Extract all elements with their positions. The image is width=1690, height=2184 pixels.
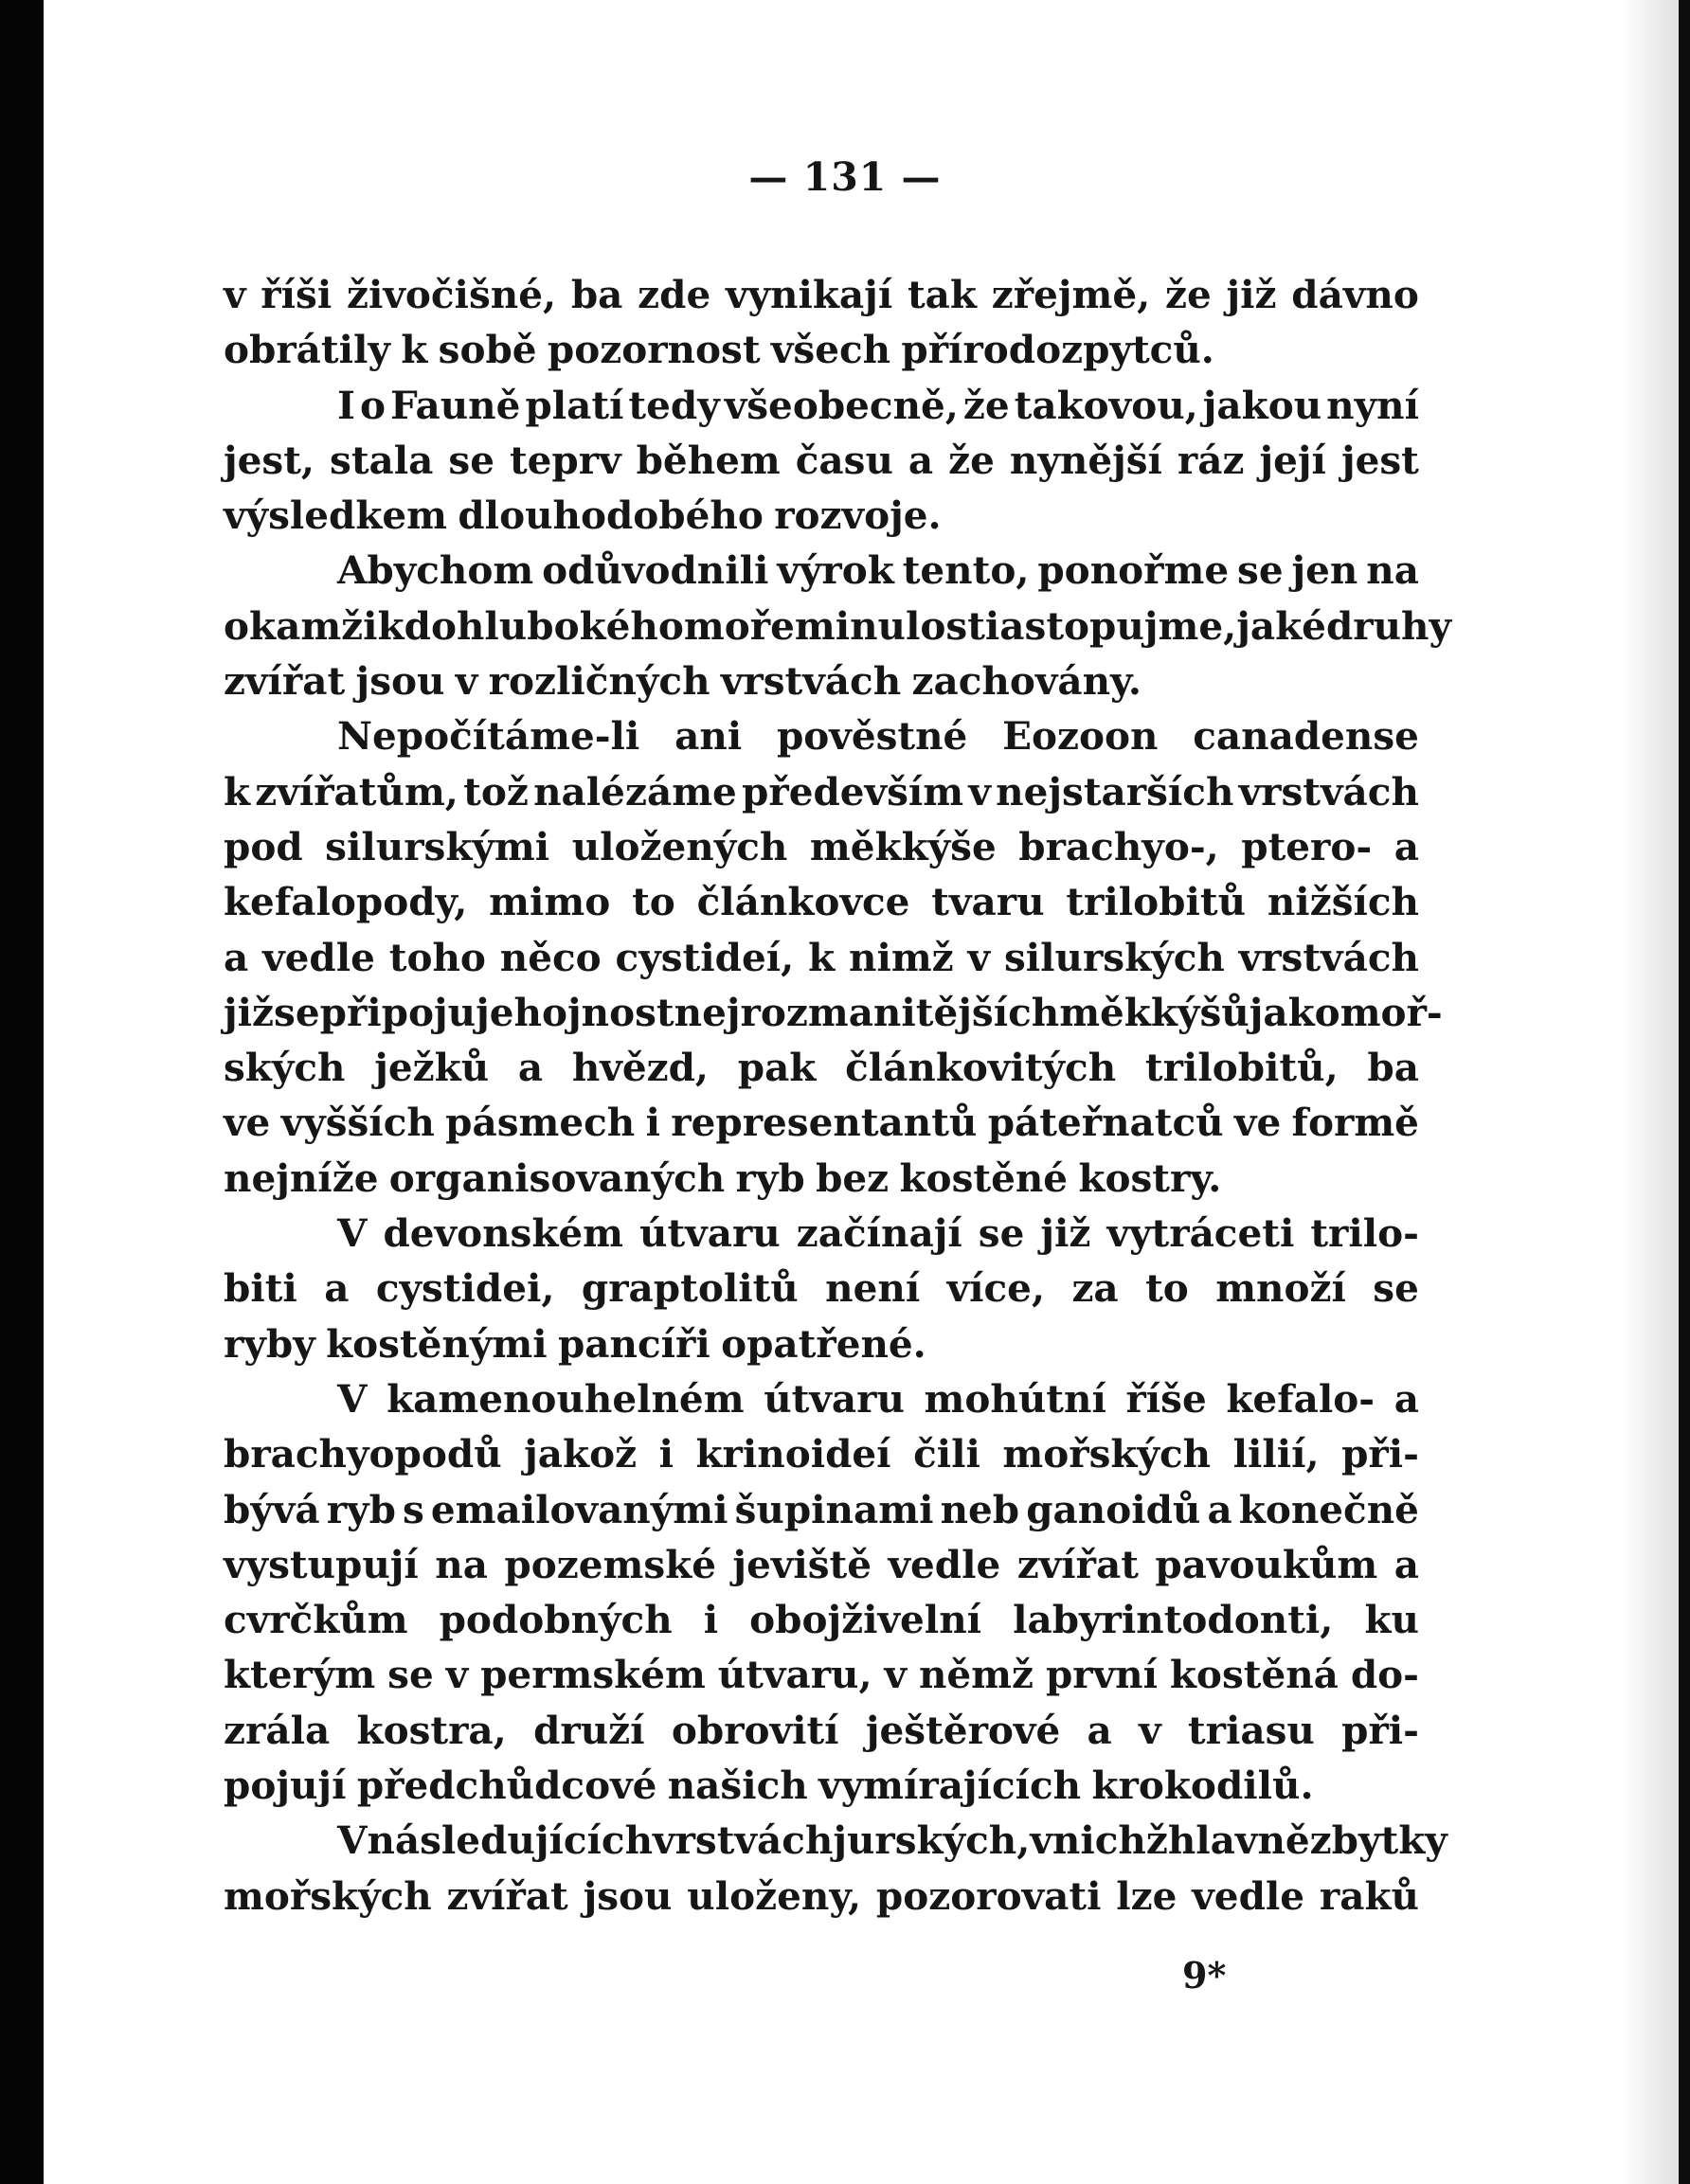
word: se	[978, 1210, 1025, 1257]
word: kostěné	[899, 1155, 1069, 1201]
word: mimo	[489, 879, 611, 925]
word: našich	[667, 1763, 808, 1809]
text-line	[224, 1261, 1419, 1316]
word: již	[1040, 1210, 1091, 1257]
word: stala	[330, 437, 434, 483]
word: pancíři	[557, 1320, 710, 1367]
word: v	[455, 658, 478, 705]
word: zvířat	[224, 658, 346, 705]
word: kterým	[224, 1652, 376, 1698]
word: k	[808, 934, 836, 980]
word: k	[401, 327, 428, 373]
word: zde	[638, 272, 711, 317]
word: vymírajících	[818, 1763, 1082, 1809]
word: živočišné,	[346, 272, 557, 317]
text-line	[224, 488, 1419, 543]
word: raků	[1319, 1872, 1419, 1919]
text-line	[224, 433, 1419, 488]
text-line	[224, 930, 1419, 985]
word: zbytky	[1309, 1817, 1447, 1864]
word: při-	[1341, 1707, 1419, 1753]
word: okamžik	[224, 602, 405, 649]
text-line	[224, 378, 1419, 433]
text-line	[224, 874, 1419, 929]
word: permském	[480, 1652, 706, 1698]
word: i	[703, 1597, 719, 1643]
word: dlouhodobého	[458, 492, 764, 539]
word: representantů	[671, 1100, 978, 1146]
text-line	[224, 1316, 1419, 1371]
word: uložených	[571, 823, 788, 869]
word: jsou	[355, 658, 445, 705]
word: mohútní	[924, 1375, 1106, 1422]
word: jest,	[224, 437, 315, 483]
word: ba	[570, 272, 623, 317]
text-line	[224, 708, 1419, 763]
word: pod	[224, 823, 303, 869]
word: přírodozpytců.	[901, 327, 1214, 373]
word: pavoukům	[1155, 1541, 1378, 1587]
text-line	[224, 764, 1419, 819]
text-line	[224, 653, 1419, 708]
word: množí	[1215, 1265, 1346, 1312]
word: formě	[1291, 1100, 1419, 1146]
word: brachyo-,	[1018, 823, 1219, 869]
word: rozličných	[488, 658, 710, 705]
word: lze	[1116, 1872, 1178, 1919]
word: zvířat	[446, 1872, 568, 1919]
scan-right-shadow	[1622, 0, 1679, 2184]
word: něco	[499, 934, 602, 980]
word: hvězd,	[571, 1045, 710, 1091]
word: měkkýšů	[1059, 989, 1250, 1035]
word: říše	[1125, 1375, 1207, 1422]
word: pověstné	[776, 713, 968, 760]
word: ani	[674, 713, 743, 760]
word: zachovány.	[911, 658, 1142, 705]
word: nimž	[849, 934, 954, 980]
word: vrstvách	[1238, 934, 1419, 980]
word: Abychom	[337, 547, 534, 594]
word: i	[645, 1100, 660, 1146]
word: jakou	[1202, 382, 1322, 428]
word: a	[1087, 1707, 1112, 1753]
word: není	[825, 1265, 921, 1312]
word: vyšších	[280, 1100, 435, 1146]
word: biti	[224, 1265, 297, 1312]
word: kefalo-	[1226, 1375, 1375, 1422]
word: ryb	[735, 1155, 805, 1201]
word: tak	[907, 272, 977, 317]
word: němž	[918, 1652, 1034, 1698]
word: silurských	[1003, 934, 1225, 980]
word: nynější	[1009, 437, 1162, 483]
word: vrstvách	[653, 1817, 834, 1864]
word: jaké	[1236, 602, 1326, 649]
word: a	[1207, 1486, 1232, 1532]
word: se	[274, 989, 320, 1035]
text-line	[224, 1647, 1419, 1702]
word: zvířatům,	[255, 768, 458, 815]
text-line	[224, 985, 1443, 1040]
word: a	[224, 934, 249, 980]
word: tedy	[628, 382, 720, 428]
word: šupinami	[734, 1486, 934, 1532]
word: stopujme,	[1024, 602, 1237, 649]
word: cvrčkům	[224, 1597, 408, 1643]
word: měkkýše	[809, 823, 997, 869]
word: tvaru	[931, 879, 1045, 925]
text-line	[224, 1869, 1419, 1924]
word: ryb	[326, 1486, 396, 1532]
word: uloženy,	[687, 1872, 862, 1919]
word: druhy	[1325, 602, 1452, 649]
word: Eozoon	[1002, 713, 1159, 760]
word: graptolitů	[581, 1265, 799, 1312]
word: páteřnatců	[987, 1100, 1224, 1146]
word: rozvoje.	[774, 492, 942, 539]
word: to	[632, 879, 675, 925]
word: času	[795, 437, 893, 483]
word: do	[404, 602, 457, 649]
word: předchůdcové	[356, 1763, 657, 1809]
word: cystidei,	[375, 1265, 555, 1312]
word: všech	[770, 327, 891, 373]
word: nichž	[1052, 1817, 1168, 1864]
word: pásmech	[445, 1100, 636, 1146]
word: kefalopody,	[224, 879, 468, 925]
word: zrála	[224, 1707, 331, 1753]
word: ba	[1367, 1045, 1419, 1091]
word: vynikají	[725, 272, 893, 317]
word: sobě	[438, 327, 537, 373]
word: pojují	[224, 1763, 347, 1809]
word: to	[1145, 1265, 1189, 1312]
word: silurskými	[325, 823, 550, 869]
word: v	[884, 1652, 908, 1698]
text-line	[224, 1592, 1419, 1647]
word: Nepočítáme-li	[337, 713, 640, 760]
word: ponořme	[1037, 547, 1230, 594]
word: kostry.	[1078, 1155, 1222, 1201]
word: vrstvách	[720, 658, 902, 705]
word: pozorovati	[875, 1872, 1102, 1919]
word: toho	[388, 934, 486, 980]
word: vedle	[888, 1541, 1001, 1587]
word: jen	[1291, 547, 1358, 594]
word: ještěrové	[865, 1707, 1061, 1753]
word: bez	[816, 1155, 890, 1201]
word: dávno	[1291, 272, 1419, 317]
word: a	[517, 1045, 544, 1091]
word: teprv	[509, 437, 621, 483]
word: za	[1071, 1265, 1119, 1312]
text-line	[224, 599, 1452, 653]
word: mořských	[224, 1872, 432, 1919]
word: jakož	[524, 1431, 638, 1477]
word: vrstvách	[1238, 768, 1419, 815]
word: nižších	[1267, 879, 1419, 925]
word: článkovce	[696, 879, 910, 925]
word: neb	[940, 1486, 1020, 1532]
word: tož	[463, 768, 529, 815]
word: pozornost	[547, 327, 761, 373]
word: první	[1045, 1652, 1158, 1698]
word: se	[1373, 1265, 1419, 1312]
word: V	[337, 1817, 368, 1864]
word: nejrozmanitějších	[674, 989, 1060, 1035]
word: vedle	[1192, 1872, 1305, 1919]
text-line	[224, 543, 1419, 598]
word: připojuje	[319, 989, 514, 1035]
word: ve	[1233, 1100, 1282, 1146]
text-line	[224, 1482, 1419, 1537]
word: krokodilů.	[1091, 1763, 1314, 1809]
text-line	[224, 1040, 1419, 1095]
word: tento,	[902, 547, 1030, 594]
word: opatřené.	[721, 1320, 926, 1367]
text-line	[224, 1813, 1447, 1868]
text-line	[224, 819, 1419, 874]
word: kostěná	[1169, 1652, 1339, 1698]
word: ráz	[1177, 437, 1245, 483]
word: nyní	[1326, 382, 1419, 428]
word: že	[948, 437, 995, 483]
word: na	[435, 1541, 488, 1587]
word: zvířat	[1016, 1541, 1139, 1587]
word: zřejmě,	[991, 272, 1151, 317]
word: výsledkem	[224, 492, 448, 539]
word: výrok	[777, 547, 894, 594]
word: kamenouhelném	[387, 1375, 745, 1422]
word: obrovití	[671, 1707, 839, 1753]
word: triasu	[1187, 1707, 1315, 1753]
word: útvaru	[639, 1210, 781, 1257]
word: do-	[1350, 1652, 1419, 1698]
word: pak	[737, 1045, 817, 1091]
word: že	[962, 382, 1010, 428]
word: odůvodnili	[542, 547, 769, 594]
word: vedle	[262, 934, 375, 980]
word: podobných	[439, 1597, 673, 1643]
word: konečně	[1238, 1486, 1419, 1532]
word: ských	[224, 1045, 346, 1091]
word: v	[445, 1652, 469, 1698]
word: s	[403, 1486, 424, 1532]
word: i	[658, 1431, 674, 1477]
scan-left-border	[0, 0, 44, 2184]
word: labyrintodonti,	[1013, 1597, 1334, 1643]
word: pozemské	[504, 1541, 716, 1587]
word: brachyopodů	[224, 1431, 502, 1477]
text-line	[224, 1426, 1419, 1481]
word: obrátily	[224, 327, 390, 373]
word: V	[337, 1210, 368, 1257]
word: a	[1393, 823, 1419, 869]
word: se	[1237, 547, 1284, 594]
word: ganoidů	[1026, 1486, 1201, 1532]
word: obojživelní	[749, 1597, 982, 1643]
body-text	[224, 267, 1452, 1924]
text-line	[224, 322, 1419, 377]
word: jako	[1249, 989, 1340, 1035]
word: v	[967, 934, 991, 980]
word: o	[359, 382, 386, 428]
word: platí	[525, 382, 624, 428]
word: krinoideí	[695, 1431, 891, 1477]
scan-right-border	[1679, 0, 1690, 2184]
word: všeobecně,	[724, 382, 959, 428]
word: moř-	[1339, 989, 1443, 1035]
word: vystupují	[224, 1541, 419, 1587]
word: již	[224, 989, 275, 1035]
word: následujících	[367, 1817, 654, 1864]
word: a	[1393, 1375, 1419, 1422]
word: a	[324, 1265, 350, 1312]
word: canadense	[1193, 713, 1419, 760]
word: a	[999, 602, 1025, 649]
word: a	[1393, 1541, 1419, 1587]
word: nalézáme	[533, 768, 737, 815]
word: trilo-	[1310, 1210, 1419, 1257]
page-number: — 131 —	[748, 154, 942, 200]
word: se	[387, 1652, 434, 1698]
word: bývá	[224, 1486, 320, 1532]
word: organisovaných	[388, 1155, 726, 1201]
signature-mark: 9*	[1182, 1954, 1227, 1996]
word: kostra,	[356, 1707, 507, 1753]
word: cystideí,	[615, 934, 795, 980]
word: vytráceti	[1106, 1210, 1295, 1257]
word: k	[224, 768, 251, 815]
word: jurských,	[833, 1817, 1031, 1864]
word: trilobitů,	[1144, 1045, 1339, 1091]
word: především	[742, 768, 964, 815]
word: nejstarších	[996, 768, 1234, 815]
word: kostěnými	[326, 1320, 548, 1367]
word: článkovitých	[845, 1045, 1117, 1091]
word: ptero-	[1241, 823, 1373, 869]
word: čili	[913, 1431, 980, 1477]
word: moře	[683, 602, 795, 649]
word: při-	[1341, 1431, 1419, 1477]
word: více,	[946, 1265, 1046, 1312]
word: lilií,	[1232, 1431, 1320, 1477]
word: emailovanými	[430, 1486, 728, 1532]
word: v	[968, 768, 991, 815]
text-line	[224, 1537, 1419, 1592]
text-line	[224, 267, 1419, 322]
word: jeviště	[732, 1541, 872, 1587]
word: její	[1259, 437, 1326, 483]
word: hlubokého	[456, 602, 684, 649]
text-line	[224, 1758, 1419, 1813]
word: V	[337, 1375, 368, 1422]
word: že	[1164, 272, 1212, 317]
word: v	[1030, 1817, 1052, 1864]
word: I	[337, 382, 355, 428]
word: hlavně	[1167, 1817, 1310, 1864]
text-line	[224, 1151, 1419, 1206]
word: útvaru,	[717, 1652, 872, 1698]
word: ku	[1364, 1597, 1419, 1643]
text-line	[224, 1703, 1419, 1758]
word: a	[908, 437, 934, 483]
word: ježků	[374, 1045, 490, 1091]
word: druží	[533, 1707, 645, 1753]
word: již	[1226, 272, 1277, 317]
word: trilobitů	[1066, 879, 1247, 925]
text-line	[224, 1095, 1419, 1150]
word: se	[448, 437, 494, 483]
word: mořských	[1002, 1431, 1212, 1477]
word: v	[224, 272, 246, 317]
word: útvaru	[764, 1375, 905, 1422]
word: začínají	[796, 1210, 962, 1257]
word: jsou	[583, 1872, 673, 1919]
word: hojnost	[513, 989, 674, 1035]
text-line	[224, 1206, 1419, 1261]
word: devonském	[383, 1210, 624, 1257]
word: jest	[1340, 437, 1419, 483]
word: na	[1366, 547, 1419, 594]
word: říši	[261, 272, 333, 317]
word: v	[1139, 1707, 1161, 1753]
word: nejníže	[224, 1155, 379, 1201]
word: minulosti	[794, 602, 1000, 649]
word: Fauně	[389, 382, 521, 428]
word: takovou,	[1014, 382, 1198, 428]
word: během	[636, 437, 781, 483]
word: ve	[224, 1100, 271, 1146]
text-line	[224, 1371, 1419, 1426]
word: ryby	[224, 1320, 315, 1367]
